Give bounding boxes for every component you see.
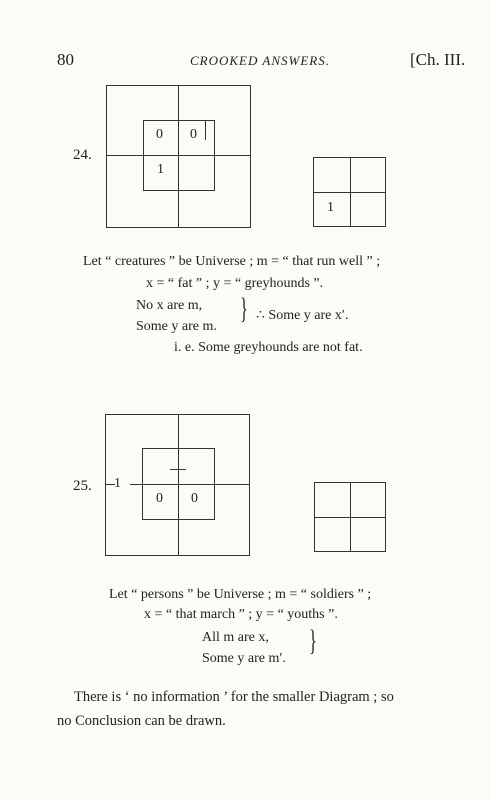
p24-premise2: Some y are m. [136, 319, 217, 334]
page-number: 80 [57, 50, 74, 69]
p24-premise1: No x are m, [136, 298, 203, 313]
dash-mark [170, 469, 186, 470]
brace-icon: } [240, 292, 248, 325]
problem-24-number: 24. [73, 147, 92, 163]
brace-icon: } [309, 624, 317, 657]
small-cell-bl: 1 [327, 200, 334, 215]
problem-25-number: 25. [73, 478, 92, 494]
cell-xy-m: 0 [190, 127, 197, 142]
p24-text-line2: x = “ fat ” ; y = “ greyhounds ”. [146, 276, 324, 291]
cell-x-ym: 1 [157, 162, 164, 177]
cell-x-y-m: 0 [191, 491, 198, 506]
p25-text-line2: x = “ that march ” ; y = “ youths ”. [144, 607, 338, 622]
p25-premise2: Some y are m′. [202, 651, 286, 666]
p25-text-line1: Let “ persons ” be Universe ; m = “ soldiers ” ; [109, 587, 372, 602]
cell-xym: 0 [156, 127, 163, 142]
closing-line1: There is ‘ no information ’ for the smaller Diagram ; so [74, 689, 394, 705]
running-title: CROOKED ANSWERS. [190, 53, 330, 68]
chapter-label: [Ch. III. [410, 50, 466, 69]
p24-conclusion: ∴ Some y are x′. [256, 308, 349, 323]
outer-cell: 1 [114, 476, 121, 491]
p25-premise1: All m are x, [202, 630, 269, 645]
p24-text-line1: Let “ creatures ” be Universe ; m = “ that run well ” ; [83, 254, 381, 269]
closing-line2: no Conclusion can be drawn. [57, 713, 226, 729]
inner-square [142, 448, 215, 520]
p24-ie: i. e. Some greyhounds are not fat. [174, 340, 363, 355]
cell-x-ym: 0 [156, 491, 163, 506]
